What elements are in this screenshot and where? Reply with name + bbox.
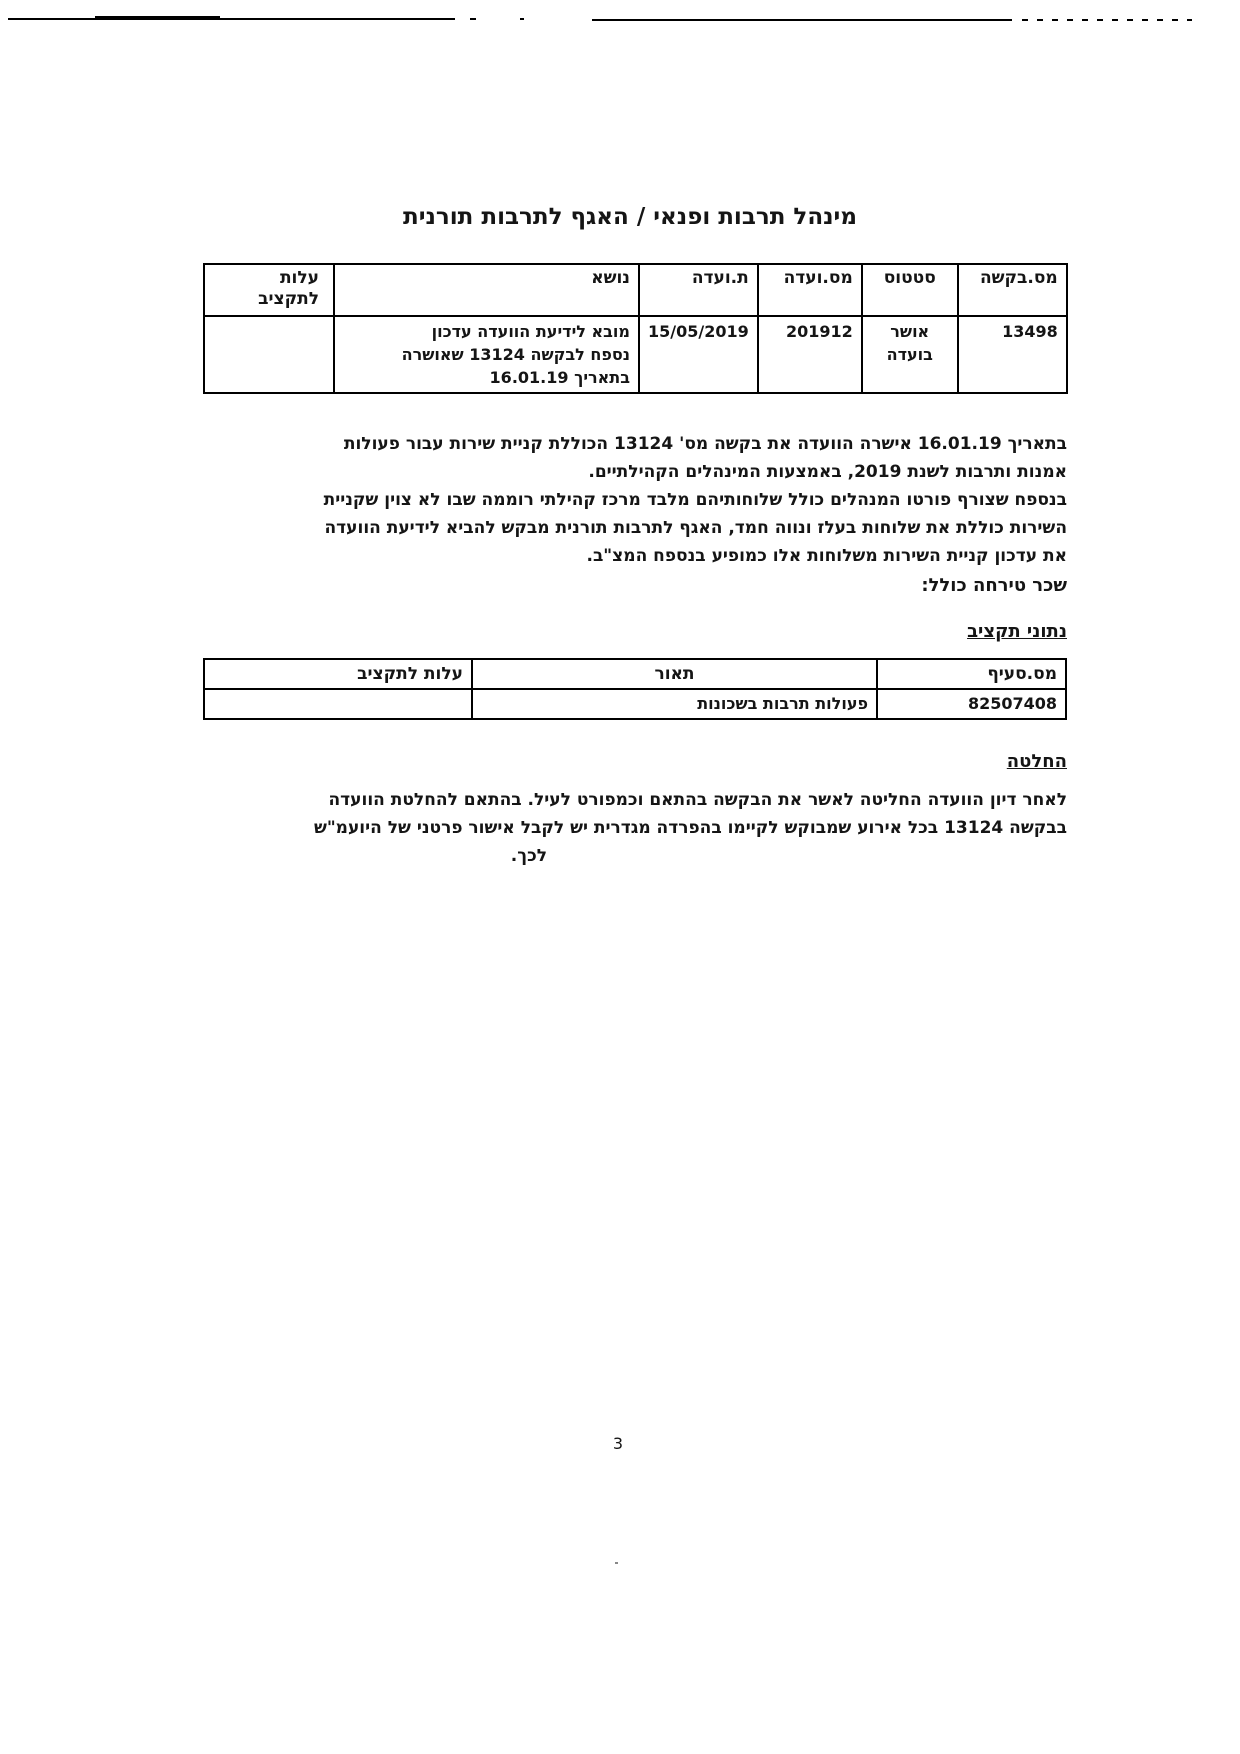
- paragraph-line: בנספח שצורף פורטו המנהלים כולל שלוחותיהם מלבד מרכז קהילתי רוממה שבו לא צוין שקניית: [323, 490, 1067, 510]
- paragraph-line: את עדכון קניית השירות משלוחות אלו כמופיע בנספח המצ"ב.: [586, 546, 1067, 566]
- requests-table-row: [204, 316, 1067, 393]
- paragraph-line: בבקשה 13124 בכל אירוע שמבוקש לקיימו בהפרדה מגדרית יש לקבל אישור פרטני של היועמ"ש: [313, 818, 1067, 838]
- header-section-no: מס.סעיף: [877, 659, 1066, 689]
- paragraph-line: בתאריך 16.01.19 אישרה הוועדה את בקשה מס' 13124 הכוללת קניית שירות עבור פעולות: [343, 434, 1067, 454]
- decision-paragraph: [170, 786, 1067, 870]
- scan-dot: [520, 18, 524, 20]
- header-committee-date: ת.ועדה: [639, 264, 758, 316]
- subject-line: מובא לידיעת הוועדה עדכון: [431, 322, 630, 341]
- subject-line: בתאריך 16.01.19: [489, 368, 630, 387]
- header-budget-cost: עלות לתקציב: [204, 659, 472, 689]
- paragraph-line: אמנות ותרבות לשנת 2019, באמצעות המינהלים הקהילתיים.: [588, 462, 1067, 482]
- paragraph-line: לכך.: [510, 846, 547, 866]
- cell-subject: [334, 316, 639, 393]
- header-subject: נושא: [334, 264, 639, 316]
- scan-dot: [615, 1562, 618, 1564]
- scan-dot: [470, 18, 476, 20]
- header-budget-cost: עלות לתקציב: [204, 264, 334, 316]
- cell-committee-no: 201912: [758, 316, 862, 393]
- budget-data-heading: נתוני תקציב: [967, 621, 1067, 642]
- scan-dashes: [1022, 19, 1192, 21]
- cell-request-no: 13498: [958, 316, 1067, 393]
- cell-description: פעולות תרבות בשכונות: [472, 689, 877, 719]
- header-committee-no: מס.ועדה: [758, 264, 862, 316]
- scan-line: [8, 18, 455, 20]
- cell-budget-cost: [204, 689, 472, 719]
- decision-heading: החלטה: [1006, 751, 1067, 772]
- paragraph-line: השירות כוללת את שלוחות בעלז ונווה חמד, האגף לתרבות תורנית מבקש להביא לידיעת הוועדה: [324, 518, 1067, 538]
- header-request-no: מס.בקשה: [958, 264, 1067, 316]
- budget-table-header-row: [204, 659, 1066, 689]
- requests-table-header-row: [204, 264, 1067, 316]
- cell-budget-cost: [204, 316, 334, 393]
- cell-committee-date: 15/05/2019: [639, 316, 758, 393]
- subject-line: נספח לבקשה 13124 שאושרה: [401, 345, 630, 364]
- requests-table: [203, 263, 1068, 394]
- header-status: סטטוס: [862, 264, 958, 316]
- scan-line: [592, 19, 1012, 21]
- scan-line-blob: [95, 16, 220, 20]
- fee-total-label: שכר טירחה כולל:: [921, 575, 1067, 596]
- paragraph-line: לאחר דיון הוועדה החליטה לאשר את הבקשה בהתאם וכמפורט לעיל. בהתאם להחלטת הוועדה: [328, 790, 1067, 810]
- page-number: 3: [612, 1434, 624, 1453]
- page-title: מינהל תרבות ופנאי / האגף לתרבות תורנית: [403, 204, 857, 230]
- budget-table-row: [204, 689, 1066, 719]
- cell-section-no: 82507408: [877, 689, 1066, 719]
- budget-table: [203, 658, 1067, 720]
- summary-paragraph: [170, 430, 1067, 570]
- header-description: תאור: [472, 659, 877, 689]
- cell-status: אושר בועדה: [862, 316, 958, 393]
